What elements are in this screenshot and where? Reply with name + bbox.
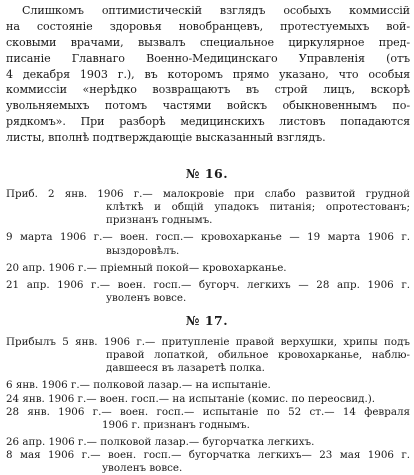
case-16-entries <box>6 188 410 305</box>
intro-line: Слишкомъ оптимистическiй взглядъ особыхъ коммиссiй <box>22 4 410 17</box>
case-entry <box>6 449 410 475</box>
entry-line: 6 янв. 1906 г.— полковой лазар.— на испытанiе. <box>6 379 271 392</box>
case-17-title: № 17. <box>185 313 229 328</box>
case-entry <box>6 393 410 406</box>
intro-line: писанiе Главнаго Военно-Медицинскаго Управленiя (отъ <box>6 51 410 65</box>
case-entry <box>6 336 410 376</box>
entry-line: правой лопаткой, обильное кровохарканье, наблю- <box>106 349 410 362</box>
entry-line: уволенъ вовсе. <box>106 291 187 304</box>
entry-line: 20 апр. 1906 г.— прiемный покой— кровохарканье. <box>6 261 287 274</box>
entry-line: выздоровѣлъ. <box>106 244 180 257</box>
entry-line: клѣткѣ и общiй упадокъ питанiя; опротестованъ; <box>106 201 410 214</box>
entry-line: Прибылъ 5 янв. 1906 г.— притупленiе правой верхушки, хрипы подъ <box>6 336 410 348</box>
case-entry <box>6 406 410 432</box>
case-entry <box>6 262 410 275</box>
intro-line: сковыми врачами, вызвалъ специальное циркулярное пред- <box>6 35 410 49</box>
intro-line: листы, вполнѣ подтверждающiе высказанный взглядъ. <box>6 131 326 145</box>
case-entry <box>6 231 410 257</box>
entry-line: 21 апр. 1906 г.— воен. госп.— бугорч. легкихъ — 28 апр. 1906 г. <box>6 278 410 291</box>
entry-line: Приб. 2 янв. 1906 г.— малокровiе при слабо развитой грудной <box>6 188 410 200</box>
case-entry <box>6 188 410 228</box>
intro-line: рядкомъ». При разборѣ медицинскихъ листовъ попадаются <box>6 115 410 129</box>
entry-line: признанъ годнымъ. <box>106 214 213 227</box>
intro-paragraph <box>6 3 410 146</box>
case-16-title: № 16. <box>185 166 229 181</box>
intro-line: увольняемыхъ потомъ частями войскъ обыкновеннымъ по- <box>6 99 410 113</box>
entry-line: 26 апр. 1906 г.— полковой лазар.— бугорчатка легкихъ. <box>6 435 315 448</box>
entry-line: 28 янв. 1906 г.— воен. госп.— испытанiе по 52 ст.— 14 февраля <box>6 405 410 418</box>
entry-line: 8 мая 1906 г.— воен. госп.— бугорчатка легкихъ— 23 мая 1906 г. <box>6 449 410 462</box>
intro-line: 4 декабря 1903 г.), въ которомъ прямо указано, что особыя <box>6 67 410 81</box>
case-entry <box>6 436 410 449</box>
case-entry <box>6 279 410 305</box>
intro-line: коммиссiи «нерѣдко возвращаютъ въ строй лицъ, вскорѣ <box>6 83 410 97</box>
entry-line: 24 янв. 1906 г.— воен. госп.— на испытанiе (комис. по переосвид.). <box>6 392 376 405</box>
intro-line: на состоянiе здоровья новобранцевъ, протестуемыхъ вой- <box>6 19 410 33</box>
case-17-entries <box>6 336 410 475</box>
entry-line: 1906 г. признанъ годнымъ. <box>102 418 250 431</box>
entry-line: давшееся въ лазаретѣ полка. <box>106 362 265 375</box>
entry-line: уволенъ вовсе. <box>102 462 183 475</box>
entry-line: 9 марта 1906 г.— воен. госп.— кровохарканье — 19 марта 1906 г. <box>6 231 410 244</box>
case-entry <box>6 379 410 392</box>
